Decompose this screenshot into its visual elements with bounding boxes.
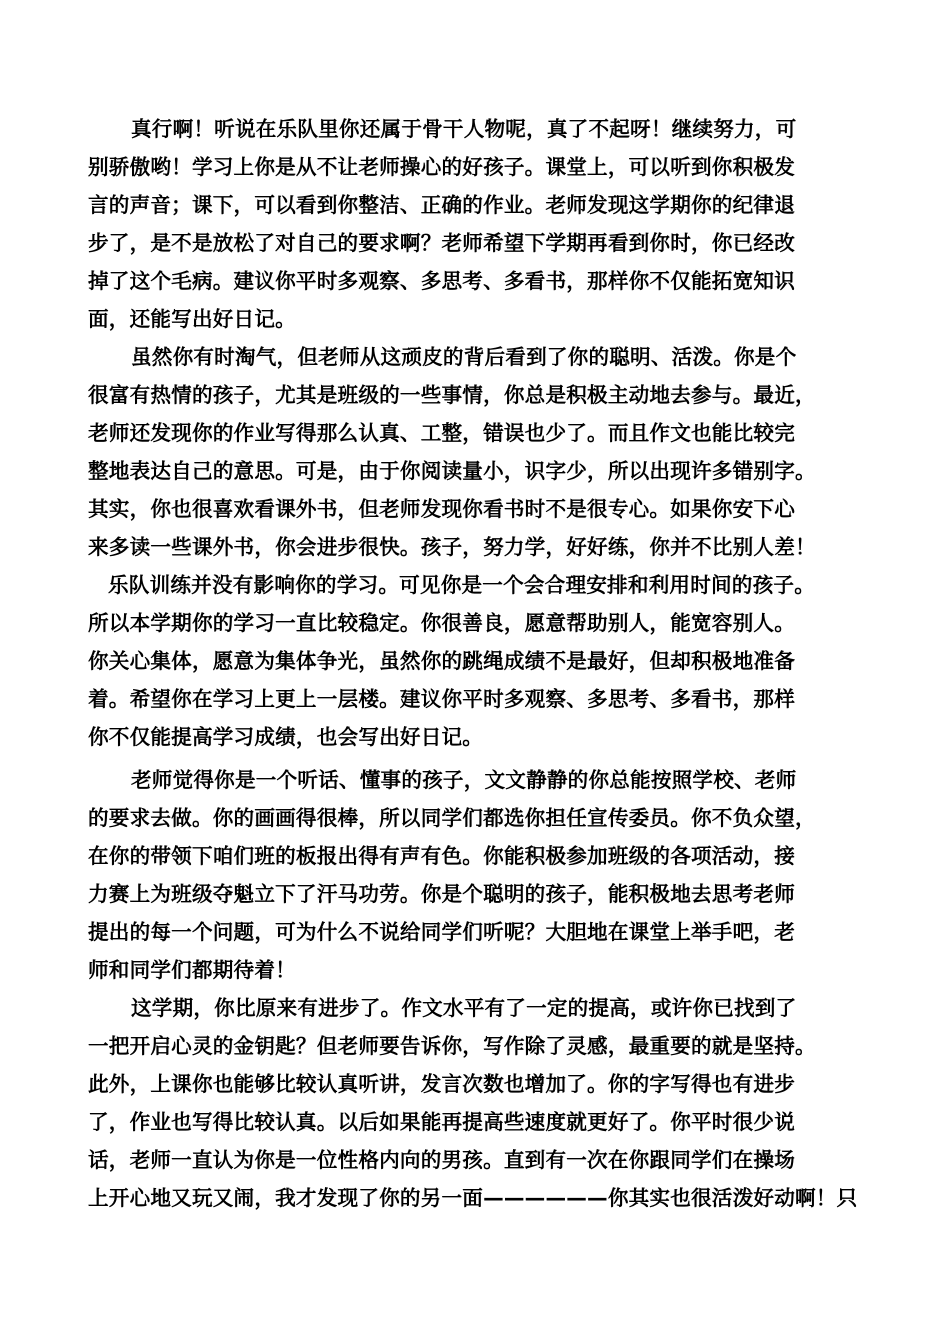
- text-line: 的要求去做。你的画画得很棒，所以同学们都选你担任宣传委员。你不负众望，: [88, 806, 816, 830]
- text-line: 上开心地又玩又闹，我才发现了你的另一面——————你其实也很活泼好动啊！只: [88, 1186, 858, 1210]
- text-line: 虽然你有时淘气，但老师从这顽皮的背后看到了你的聪明、活泼。你是个: [131, 345, 797, 369]
- text-line: 老师还发现你的作业写得那么认真、工整，错误也少了。而且作文也能比较完: [88, 421, 795, 445]
- text-line: 乐队训练并没有影响你的学习。可见你是一个会合理安排和利用时间的孩子。: [108, 573, 815, 597]
- text-line: 在你的带领下咱们班的板报出得有声有色。你能积极参加班级的各项活动，接: [88, 844, 795, 868]
- text-line: 师和同学们都期待着！: [88, 958, 296, 982]
- text-line: 别骄傲哟！学习上你是从不让老师操心的好孩子。课堂上，可以听到你积极发: [88, 155, 795, 179]
- text-line: 其实，你也很喜欢看课外书，但老师发现你看书时不是很专心。如果你安下心: [88, 497, 795, 521]
- text-line: 你关心集体，愿意为集体争光，虽然你的跳绳成绩不是最好，但却积极地准备: [88, 649, 795, 673]
- text-line: 言的声音；课下，可以看到你整洁、正确的作业。老师发现这学期你的纪律退: [88, 193, 795, 217]
- text-line: 面，还能写出好日记。: [88, 307, 296, 331]
- text-line: 力赛上为班级夺魁立下了汗马功劳。你是个聪明的孩子，能积极地去思考老师: [88, 882, 795, 906]
- text-line: 所以本学期你的学习一直比较稳定。你很善良，愿意帮助别人，能宽容别人。: [88, 611, 795, 635]
- text-line: 此外，上课你也能够比较认真听讲，发言次数也增加了。你的字写得也有进步: [88, 1072, 795, 1096]
- text-line: 提出的每一个问题，可为什么不说给同学们听呢？大胆地在课堂上举手吧，老: [88, 920, 795, 944]
- text-line: 掉了这个毛病。建议你平时多观察、多思考、多看书，那样你不仅能拓宽知识: [88, 269, 795, 293]
- text-line: 着。希望你在学习上更上一层楼。建议你平时多观察、多思考、多看书，那样: [88, 687, 795, 711]
- text-line: 这学期，你比原来有进步了。作文水平有了一定的提高，或许你已找到了: [131, 996, 797, 1020]
- text-line: 步了，是不是放松了对自己的要求啊？老师希望下学期再看到你时，你已经改: [88, 231, 795, 255]
- text-line: 整地表达自己的意思。可是，由于你阅读量小，识字少，所以出现许多错别字。: [88, 459, 816, 483]
- text-line: 你不仅能提高学习成绩，也会写出好日记。: [88, 725, 484, 749]
- text-line: 来多读一些课外书，你会进步很快。孩子，努力学，好好练，你并不比别人差！: [88, 535, 816, 559]
- text-line: 话，老师一直认为你是一位性格内向的男孩。直到有一次在你跟同学们在操场: [88, 1148, 795, 1172]
- text-line: 真行啊！听说在乐队里你还属于骨干人物呢，真了不起呀！继续努力，可: [131, 117, 797, 141]
- text-line: 了，作业也写得比较认真。以后如果能再提高些速度就更好了。你平时很少说: [88, 1110, 795, 1134]
- text-line: 很富有热情的孩子，尤其是班级的一些事情，你总是积极主动地去参与。最近，: [88, 383, 816, 407]
- text-line: 一把开启心灵的金钥匙？但老师要告诉你，写作除了灵感，最重要的就是坚持。: [88, 1034, 816, 1058]
- text-line: 老师觉得你是一个听话、懂事的孩子，文文静静的你总能按照学校、老师: [131, 768, 797, 792]
